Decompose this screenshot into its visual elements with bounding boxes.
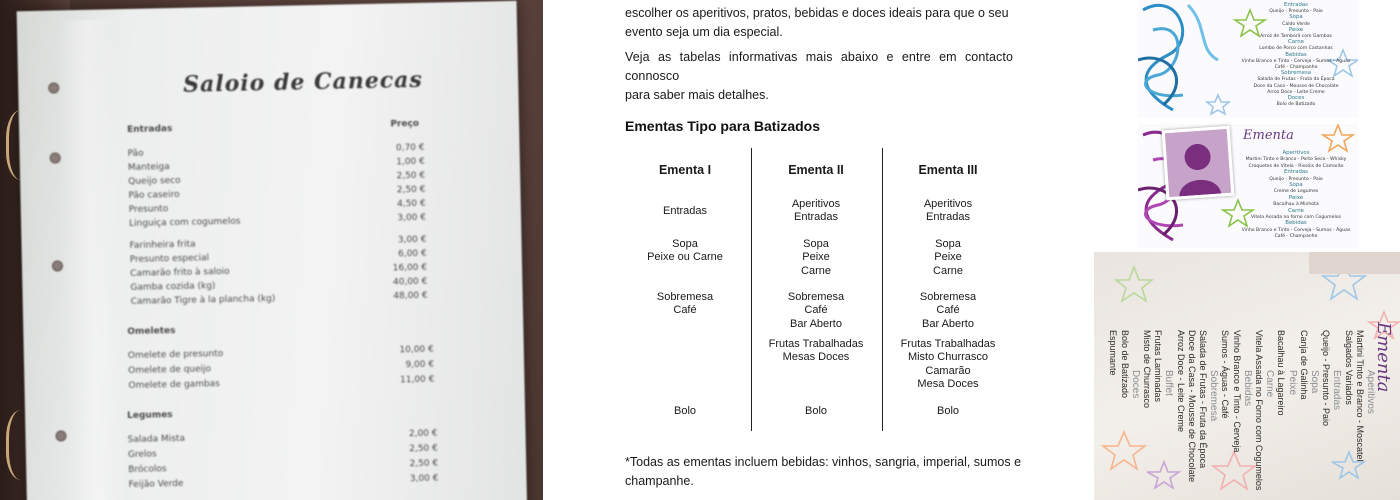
card-menu-line: Vitela Assada no forno com Cogumelos [1251,215,1341,220]
menu-item: Pão caseiro [128,189,180,201]
ementa-item: Misto Churrasco [907,351,989,364]
card-menu-line: Carne [1288,207,1304,214]
card-menu-line: Sopa [1309,370,1320,394]
menu-price: 9,00 € [405,359,435,371]
text-line: escolher os aperitivos, pratos, bebidas e doces ideais para que o seu [625,6,1009,20]
card-menu-line: Vinho Branco e Tinto - Cerveja - Sumos - Águas [1241,58,1351,64]
ementa-title: Ementa I [658,163,712,177]
menu-price: 3,00 € [409,473,439,485]
card-menu-line: Peixe [1288,194,1304,201]
card-menu-line: Carne [1288,39,1304,46]
ementa-item: Aperitivos [791,198,841,210]
card-menu-line: Entradas [1284,2,1308,8]
card-menu-line: Frutas Laminadas [1153,330,1164,403]
menu-price: 6,00 € [398,248,427,260]
portrait-silhouette-icon [1165,129,1231,197]
card-menu-line: Buffet [1163,370,1175,396]
card-menu-line: Sopa [1289,14,1303,21]
menu-price: 0,70 € [395,142,425,154]
card-menu-line: Bacalhau à Minhota [1273,202,1319,208]
ementa-item: Camarão [925,364,971,377]
ementa-item: Bolo [673,405,697,417]
ementa-item: Sopa [935,238,961,250]
section-heading: Ementas Tipo para Batizados [625,118,821,134]
menu-item: Salada Mista [127,433,186,446]
ementa-item: Sobremesa [787,291,845,303]
card-menu-line: Café - Champanhe [1274,65,1318,70]
ementa-item: Carne [933,264,963,277]
menu-price: 2,50 € [409,458,439,470]
card-menu-line: Canja de Galinha [1298,330,1309,400]
binder-cord [6,410,43,480]
binder-cord [6,110,43,180]
menu-section-heading: Omeletes [127,326,176,338]
ementa-item: Bolo [936,405,960,417]
card-menu-line: Entradas [1331,370,1343,411]
card-menu-line: Aperitivos [1282,150,1310,156]
footnote [625,453,1021,491]
ementa-item: Bolo [804,405,828,417]
menu-price: 48,00 € [393,290,428,302]
menu-photo [0,0,543,500]
card-menu-line: Croquetes de Vitela - Rissóis de Camarão [1248,163,1344,169]
menu-item: Brócolos [128,464,167,476]
card-menu-line: Bebidas [1241,370,1253,407]
menu-price: 2,00 € [408,428,438,440]
card-menu-line: Doces [1287,95,1305,101]
card-menu-line: Vinho Branco e Tinto - Cerveja - Sumos - Águas [1241,227,1351,233]
ementa-item: Sobremesa [656,291,714,303]
card-menu-line: Doces [1129,370,1141,399]
card-menu-line: Doce da Casa - Mousse de Chocolate [1186,330,1197,483]
invitation-card-top [1138,0,1358,248]
text-line: Veja as tabelas informativas mais abaixo e entre em contacto connosco [625,50,1013,83]
ementa-item: Entradas [925,211,971,224]
card-menu-line: Entradas [1284,169,1308,176]
card-menu-line: Queijo - Presunto - Paio [1269,176,1323,182]
card-menu-line: Peixe [1286,370,1298,396]
card-menu-line: Sumos - Águas - Café [1220,330,1231,419]
card-menu-line: Martini Tinto e Branco - Porto Seco - Whisky [1245,157,1347,163]
menu-section-heading: Legumes [127,410,173,422]
ementa-item: Peixe [934,251,962,264]
text-line: *Todas as ementas incluem bebidas: vinhos, sangria, imperial, sumos e [625,455,1022,469]
card-menu-line: Café - Champanhe [1274,234,1318,240]
menu-price: 3,00 € [397,212,427,224]
card-menu-line: Creme de Legumes [1273,189,1319,195]
card-menu-line: Arroz Doce - Leite Creme [1267,89,1325,95]
ementa-item: Café [673,304,697,317]
menu-item: Pão [127,148,144,159]
card-menu-line: Bebidas [1285,51,1307,58]
menu-item: Presunto [128,204,169,215]
menu-item: Farinheira frita [129,239,196,251]
card-menu-line: Vitela Assada no Forno com Cogumelos [1254,330,1264,491]
contact-paragraph [625,48,1013,105]
menu-header-item: Entradas [127,124,173,136]
text-line: champanhe. [625,474,694,488]
ementa-script-title: Ementa [1373,322,1394,393]
menu-title: Saloio de Canecas [182,66,424,98]
ementa-item: Bar Aberto [790,317,842,330]
card-menu-line: Aperitivos [1365,370,1376,414]
card-menu-line: Lombo de Porco com Castanhas [1259,46,1333,52]
card-menu-line: Espumante [1108,330,1119,376]
card-menu-line: Martini Tinto e Branco - Moscatel [1354,330,1365,462]
ementa-item: Mesas Doces [782,351,850,364]
card-menu-line: Queijo - Presunto - Paio [1269,9,1323,15]
menu-price: 10,00 € [399,344,434,356]
menu-header-price: Preço [390,118,420,130]
menu-price: 2,50 € [396,170,426,182]
ementa-item: Frutas Trabalhadas [900,338,996,350]
card-menu-line: Doce da Casa - Mousse de Chocolate [1253,83,1339,89]
card-menu-line: Vinho Branco e Tinto - Cerveja [1231,330,1242,453]
card-menu-line: Misto de Churrasco [1142,330,1152,409]
card-menu-line: Bolo de Batizado [1276,102,1316,108]
ementa-title: Ementa II [788,163,844,177]
menu-price: 3,00 € [397,234,427,246]
ementa-item: Peixe [802,251,830,264]
ementa-item: Café [804,304,828,317]
column-divider [751,148,752,431]
invitation-card-bottom [1094,252,1400,500]
ementa-item: Entradas [793,211,839,224]
ementa-item: Aperitivos [923,198,973,210]
card-menu-line: Bolo de Batizado [1119,330,1130,399]
menu-item: Camarão frito à saloio [130,266,230,279]
document-page [543,0,1094,500]
ementa-item: Mesa Doces [917,378,979,391]
baby-photo [1162,126,1235,201]
menu-price: 1,00 € [396,156,425,168]
card-menu-line: Sopa [1289,182,1303,188]
menu-item: Gamba cozida (kg) [130,281,216,293]
menu-price: 2,50 € [396,184,426,196]
menu-paper [17,1,528,500]
ementa-title: Ementa III [918,163,978,177]
menu-item: Linguiça com cogumelos [128,216,241,229]
text-line: evento seja um dia especial. [625,25,783,39]
menu-item: Omelete de presunto [127,349,224,362]
ementa-item: Entradas [662,205,708,217]
card-menu-line: Carne [1264,370,1276,398]
intro-paragraph [625,4,1009,42]
card-menu-line: Sobremesa [1280,70,1312,77]
ementa-item: Sopa [803,238,829,250]
menu-price: 11,00 € [399,374,435,386]
menu-item: Presunto especial [129,253,210,265]
card-menu-line: Caldo Verde [1282,21,1310,27]
menu-price: 40,00 € [392,276,428,288]
card-menu-line: Sobremesa [1208,370,1220,422]
card-menu-line: Salada de Frutas - Fruta da Época [1198,330,1208,469]
ementa-item: Peixe ou Carne [647,251,723,264]
ementa-script-title: Ementa [1243,128,1294,143]
card-menu-line: Peixe [1288,26,1304,33]
card-menu-line: Salada de Frutas - Fruta da Época [1257,77,1335,83]
ementa-item: Carne [801,264,831,277]
card-menu-line: Arroz Doce - Leite Creme [1175,330,1186,433]
ementa-item: Sopa [672,238,698,250]
ementa-item: Frutas Trabalhadas [768,338,864,350]
menu-item: Camarão Tigre à la plancha (kg) [130,293,276,307]
card-menu-line: Salgados Variados [1343,330,1354,405]
menu-price: 4,50 € [396,198,426,210]
menu-item: Omelete de queijo [128,364,212,377]
ementa-item: Café [936,304,960,317]
menu-item: Feijão Verde [128,478,184,491]
ementa-item: Sobremesa [919,291,977,303]
menu-price: 2,50 € [409,443,438,455]
card-menu-line: Queijo - Presunto - Paio [1321,330,1332,427]
card-menu-line: Arroz de Tamboril com Gambas [1260,34,1332,39]
menu-price: 16,00 € [392,262,428,274]
ementa-item: Bar Aberto [922,317,974,330]
paper-glare [57,19,127,500]
menu-item: Omelete de gambas [128,379,220,392]
card-menu-line: Bacalhau à Lagareiro [1276,330,1287,416]
card-menu-line: Bebidas [1285,220,1307,227]
menu-item: Queijo seco [128,175,181,187]
text-line: para saber mais detalhes. [625,88,769,102]
menu-item: Manteiga [127,162,170,173]
menu-item: Grelos [127,449,157,461]
